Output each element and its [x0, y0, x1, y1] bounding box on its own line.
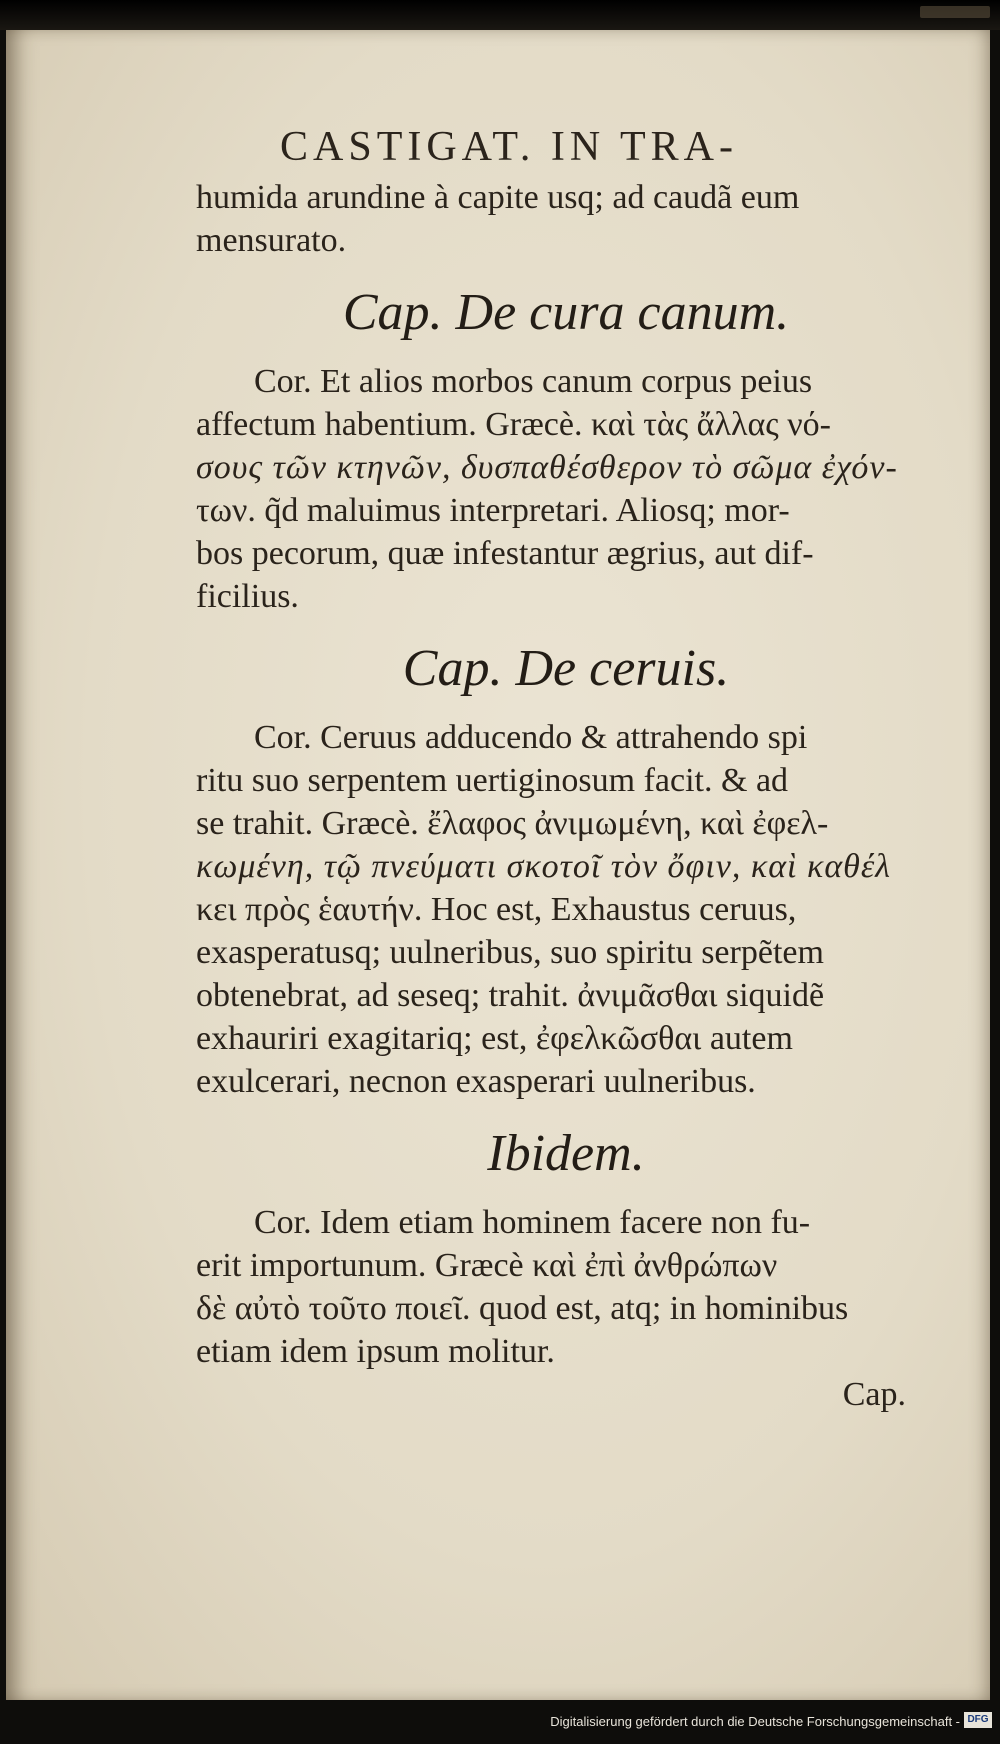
- text-line: κωμένη, τῷ πνεύματι σκοτοῖ τὸν ὄφιν, καὶ καθέλ: [196, 848, 891, 885]
- text-line: exasperatusq; uulneribus, suo spiritu serpẽtem: [196, 934, 824, 971]
- text-line: σους τῶν κτηνῶν, δυσπαθέσθερον τὸ σῶμα ἐχόν-: [196, 449, 898, 486]
- text-line: mensurato.: [196, 222, 347, 259]
- text-line: ficilius.: [196, 578, 299, 615]
- dfg-logo: DFG: [964, 1712, 992, 1728]
- section-heading: Cap. De cura canum.: [342, 284, 790, 341]
- text-line: κει πρὸς ἑαυτήν. Hoc est, Exhaustus ceruus,: [196, 891, 797, 928]
- text-line: etiam idem ipsum molitur.: [196, 1333, 555, 1370]
- text-line: των. q̃d maluimus interpretari. Aliosq; mor-: [196, 492, 790, 529]
- text-line: ritu suo serpentem uertiginosum facit. & ad: [196, 762, 789, 799]
- scan-top-edge: [0, 0, 1000, 30]
- section-paragraph: [196, 716, 936, 1103]
- text-line: bos pecorum, quæ infestantur ægrius, aut dif-: [196, 535, 814, 572]
- text-line: Cor. Et alios morbos canum corpus peius: [254, 363, 813, 400]
- opening-paragraph: [196, 176, 936, 262]
- text-line: se trahit. Græcè. ἔλαφος ἀνιμωμένη, καὶ ἐφελ-: [196, 805, 829, 842]
- text-line: Cor. Ceruus adducendo & attrahendo spi: [254, 719, 808, 756]
- text-line: exulcerari, necnon exasperari uulneribus.: [196, 1063, 756, 1100]
- section-paragraph: [196, 1201, 936, 1373]
- text-line: exhauriri exagitariq; est, ἐφελκῶσθαι autem: [196, 1020, 793, 1057]
- book-page: [6, 30, 990, 1700]
- text-line: humida arundine à capite usq; ad caudã eum: [196, 179, 800, 216]
- section-paragraph: [196, 360, 936, 618]
- section-heading: Cap. De ceruis.: [402, 640, 730, 697]
- text-line: affectum habentium. Græcè. καὶ τὰς ἄλλας νό-: [196, 406, 831, 443]
- section-heading: Ibidem.: [487, 1125, 645, 1182]
- catchword: Cap.: [842, 1376, 906, 1413]
- text-line: Cor. Idem etiam hominem facere non fu-: [254, 1204, 811, 1241]
- text-line: obtenebrat, ad seseq; trahit. ἀνιμᾶσθαι siquidẽ: [196, 977, 825, 1014]
- digitization-footer: [0, 1700, 1000, 1744]
- text-block: [196, 118, 936, 1416]
- funding-credit: Digitalisierung gefördert durch die Deutsche Forschungsgemeinschaft -: [550, 1714, 960, 1729]
- running-head: CASTIGAT. IN TRA-: [280, 124, 738, 170]
- text-line: erit importunum. Græcè καὶ ἐπὶ ἀνθρώπων: [196, 1247, 778, 1284]
- text-line: δὲ αὐτὸ τοῦτο ποιεῖ. quod est, atq; in hominibus: [196, 1290, 849, 1327]
